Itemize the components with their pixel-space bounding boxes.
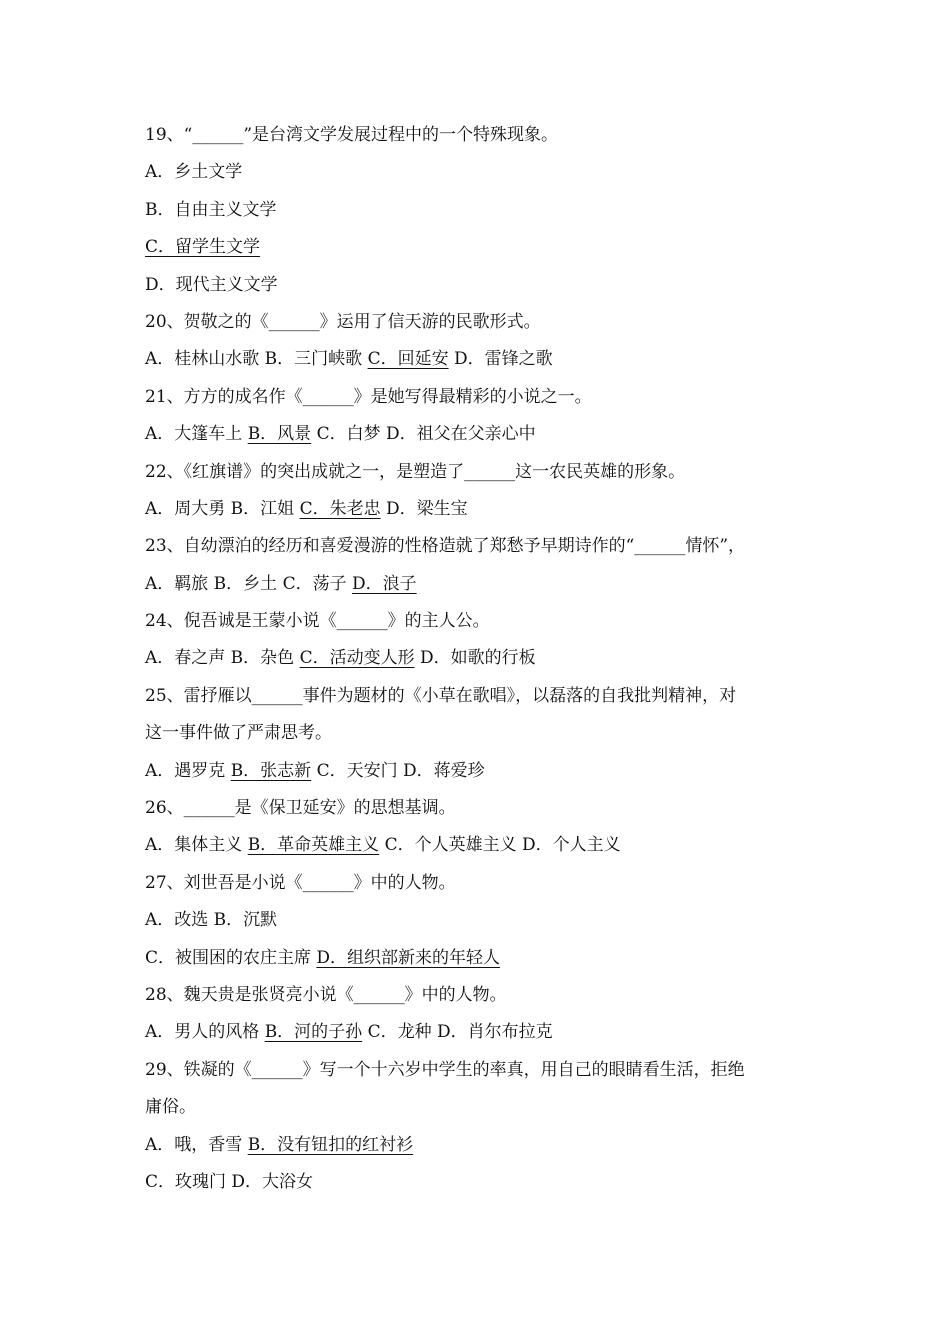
text-line bbox=[145, 865, 825, 902]
line-text: 25、雷抒雁以______事件为题材的《小草在歌唱》，以磊落的自我批判精神，对 bbox=[145, 685, 737, 706]
text-line bbox=[145, 603, 825, 640]
text-line bbox=[145, 1127, 825, 1164]
text-line bbox=[145, 154, 825, 191]
text-line bbox=[145, 117, 825, 154]
text-line bbox=[145, 566, 825, 603]
line-text: 庸俗。 bbox=[145, 1097, 196, 1118]
line-text: 这一事件做了严肃思考。 bbox=[145, 723, 332, 744]
text-line bbox=[145, 229, 825, 266]
line-text: 29、铁凝的《______》写一个十六岁中学生的率真，用自己的眼睛看生活，拒绝 bbox=[145, 1059, 745, 1080]
line-text: 24、倪吾诚是王蒙小说《______》的主人公。 bbox=[145, 611, 490, 632]
line-text: 19、“______”是台湾文学发展过程中的一个特殊现象。 bbox=[145, 125, 559, 145]
underlined-answer: B．风景 bbox=[247, 424, 312, 445]
text-line bbox=[145, 678, 825, 715]
underlined-answer: C．留学生文学 bbox=[145, 237, 261, 258]
underlined-answer: D．浪子 bbox=[352, 573, 417, 594]
underlined-answer: B．没有钮扣的红衬衫 bbox=[247, 1134, 414, 1155]
underlined-answer: C．回延安 bbox=[367, 349, 449, 370]
text-line bbox=[145, 753, 825, 790]
line-text: A．羁旅 B．乡土 C．荡子 bbox=[145, 573, 352, 594]
text-line bbox=[145, 192, 825, 229]
text-line bbox=[145, 1164, 825, 1201]
line-text: C．白梦 D．祖父在父亲心中 bbox=[311, 424, 536, 445]
underlined-answer: B．张志新 bbox=[230, 760, 312, 781]
line-text: A．男人的风格 bbox=[145, 1022, 265, 1043]
line-text: A．遇罗克 bbox=[145, 760, 231, 781]
text-line bbox=[145, 416, 825, 453]
text-line bbox=[145, 902, 825, 939]
text-line bbox=[145, 379, 825, 416]
line-text: 28、魏天贵是张贤亮小说《______》中的人物。 bbox=[145, 984, 507, 1005]
text-line bbox=[145, 491, 825, 528]
question-list bbox=[145, 117, 825, 1201]
line-text: A．春之声 B．杂色 bbox=[145, 648, 300, 669]
underlined-answer: C．活动变人形 bbox=[299, 648, 415, 669]
line-text: D．梁生宝 bbox=[380, 498, 468, 519]
text-line bbox=[145, 1014, 825, 1051]
underlined-answer: C．朱老忠 bbox=[299, 498, 381, 519]
line-text: 21、方方的成名作《______》是她写得最精彩的小说之一。 bbox=[145, 386, 592, 407]
line-text: 22、《红旗谱》的突出成就之一，是塑造了______这一农民英雄的形象。 bbox=[145, 461, 686, 482]
line-text: 26、______是《保卫延安》的思想基调。 bbox=[145, 798, 456, 819]
text-line bbox=[145, 528, 825, 565]
text-line bbox=[145, 1052, 825, 1089]
text-line bbox=[145, 790, 825, 827]
text-line bbox=[145, 715, 825, 752]
text-line bbox=[145, 267, 825, 304]
line-text: 20、贺敬之的《______》运用了信天游的民歌形式。 bbox=[145, 311, 541, 332]
text-line bbox=[145, 341, 825, 378]
line-text: C．龙种 D．肖尔布拉克 bbox=[362, 1022, 553, 1043]
line-text: A．大篷车上 bbox=[145, 424, 248, 445]
underlined-answer: B．革命英雄主义 bbox=[247, 835, 380, 856]
line-text: A．桂林山水歌 B．三门峡歌 bbox=[145, 349, 368, 370]
line-text: B．自由主义文学 bbox=[145, 199, 277, 220]
line-text: A．乡土文学 bbox=[145, 162, 243, 183]
line-text: C．个人英雄主义 D．个人主义 bbox=[379, 835, 621, 856]
line-text: 27、刘世吾是小说《______》中的人物。 bbox=[145, 872, 456, 893]
line-text: A．周大勇 B．江姐 bbox=[145, 498, 300, 519]
line-text: C．天安门 D．蒋爱珍 bbox=[311, 760, 485, 781]
line-text: A．集体主义 bbox=[145, 835, 248, 856]
text-line bbox=[145, 1089, 825, 1126]
line-text: D．雷锋之歌 bbox=[448, 349, 553, 370]
line-text: D．现代主义文学 bbox=[145, 274, 278, 295]
line-text: A．改选 B．沉默 bbox=[145, 910, 278, 931]
underlined-answer: D．组织部新来的年轻人 bbox=[316, 947, 501, 968]
text-line bbox=[145, 640, 825, 677]
line-text: C．玫瑰门 D．大浴女 bbox=[145, 1171, 314, 1192]
text-line bbox=[145, 454, 825, 491]
text-line bbox=[145, 304, 825, 341]
line-text: 23、自幼漂泊的经历和喜爱漫游的性格造就了郑愁予早期诗作的“______情怀”， bbox=[145, 536, 746, 557]
text-line bbox=[145, 940, 825, 977]
line-text: C．被围困的农庄主席 bbox=[145, 947, 317, 968]
text-line bbox=[145, 977, 825, 1014]
text-line bbox=[145, 827, 825, 864]
line-text: D．如歌的行板 bbox=[414, 648, 536, 669]
underlined-answer: B．河的子孙 bbox=[264, 1022, 363, 1043]
line-text: A．哦，香雪 bbox=[145, 1134, 248, 1155]
